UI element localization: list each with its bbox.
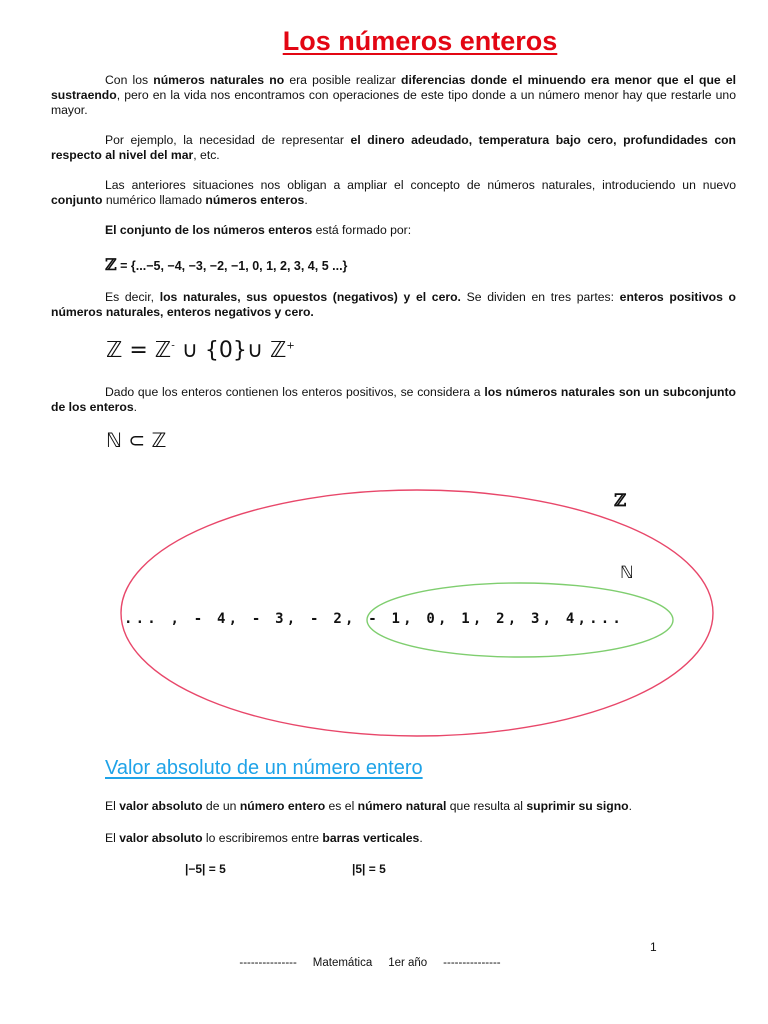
page-number: 1 xyxy=(650,940,657,954)
integers-label: ℤ xyxy=(614,491,627,511)
example-negative: |−5| = 5 xyxy=(185,862,226,876)
integers-symbol: ℤ xyxy=(105,255,117,274)
union-formula: ℤ = ℤ- ∪ {0}∪ ℤ+ xyxy=(106,338,295,363)
concept-paragraph: Las anteriores situaciones nos obligan a ampliar el concepto de números naturales, introduciendo un nuevo conjunto numérico llamado números enteros. xyxy=(51,178,736,207)
section-heading: Valor absoluto de un número entero xyxy=(105,757,423,779)
subset-formula: ℕ ⊂ ℤ xyxy=(106,428,167,452)
page-title: Los números enteros xyxy=(282,26,558,56)
set-definition-line: El conjunto de los números enteros está formado por: xyxy=(105,223,412,237)
absolute-value-definition: El valor absoluto de un número entero es el número natural que resulta al suprimir su signo. xyxy=(105,799,632,813)
integer-set-expression: ℤ = {...−5, −4, −3, −2, −1, 0, 1, 2, 3, 4, 5 ...} xyxy=(105,255,348,274)
parts-paragraph: Es decir, los naturales, sus opuestos (negativos) y el cero. Se dividen en tres partes: enteros positivos o números naturales, enteros negativos y cero. xyxy=(51,290,737,319)
example-positive: |5| = 5 xyxy=(352,862,386,876)
intro-paragraph: Con los números naturales no era posible realizar diferencias donde el minuendo era menor que el que el sustraendo, pero en la vida nos encontramos con operaciones de este tipo donde a un número menor hay que restarle uno mayor. xyxy=(51,73,736,117)
footer: --------------- Matemática 1er año --------------- xyxy=(239,957,501,969)
example-paragraph: Por ejemplo, la necesidad de representar el dinero adeudado, temperatura bajo cero, profundidades con respecto al nivel del mar, etc. xyxy=(51,133,736,162)
number-sequence: ... , - 4, - 3, - 2, - 1, 0, 1, 2, 3, 4,... xyxy=(124,611,625,627)
naturals-label: ℕ xyxy=(620,563,634,583)
subset-paragraph: Dado que los enteros contienen los enteros positivos, se considera a los números naturales son un subconjunto de los enteros. xyxy=(51,385,736,414)
absolute-value-notation: El valor absoluto lo escribiremos entre barras verticales. xyxy=(105,831,423,845)
